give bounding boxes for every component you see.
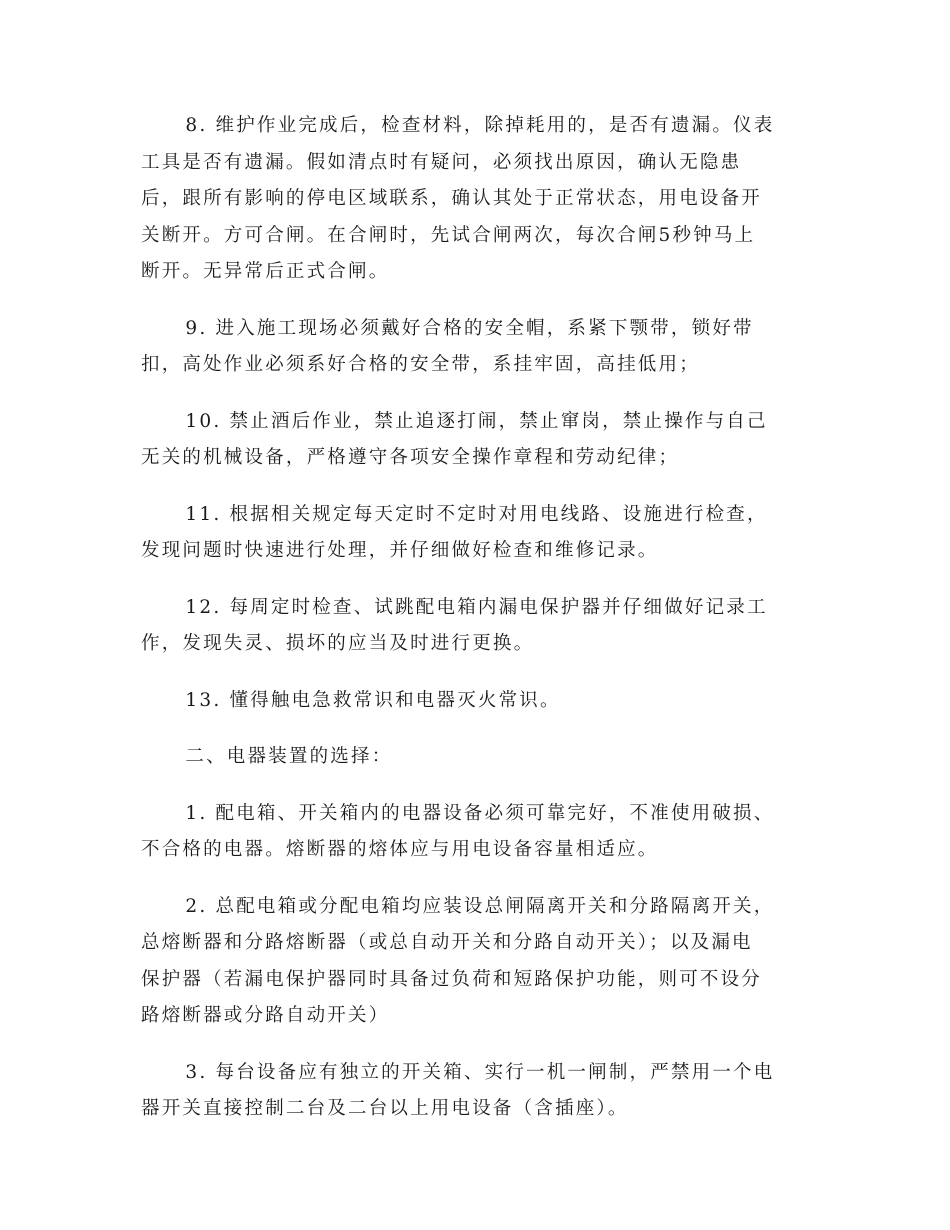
paragraph-item-13: 13. 懂得触电急救常识和电器灭火常识。 — [185, 689, 561, 711]
paragraph-item-s2-1: 1. 配电箱、开关箱内的电器设备必须可靠完好，不准使用破损、 不合格的电器。熔断器的熔体应与用电设备容量相适应。 — [141, 802, 775, 860]
section-heading-2: 二、电器装置的选择： — [185, 746, 393, 767]
paragraph-item-12: 12. 每周定时检查、试跳配电箱内漏电保护器并仔细做好记录工 作，发现失灵、损坏的应当及时进行更换。 — [141, 596, 768, 654]
paragraph-item-11: 11. 根据相关规定每天定时不定时对用电线路、设施进行检查， 发现问题时快速进行处理，并仔细做好检查和维修记录。 — [141, 503, 768, 561]
paragraph-item-10: 10. 禁止酒后作业，禁止追逐打闹，禁止窜岗，禁止操作与自己 无关的机械设备，严格遵守各项安全操作章程和劳动纪律； — [141, 410, 768, 468]
paragraph-item-s2-2: 2. 总配电箱或分配电箱均应装设总闸隔离开关和分路隔离开关， 总熔断器和分路熔断器（或总自动开关和分路自动开关）；以及漏电 保护器（若漏电保护器同时具备过负荷和短路保护功能，则可不设分 路熔断器或分路自动开关） — [141, 895, 775, 1026]
paragraph-item-8: 8. 维护作业完成后，检查材料，除掉耗用的，是否有遗漏。仪表 工具是否有遗漏。假如清点时有疑问，必须找出原因，确认无隐患 后，跟所有影响的停电区域联系，确认其处于正常状态，用电设备开 关断开。方可合闸。在合闸时，先试合闸两次，每次合闸5秒钟马上 断开。无异常后正式合闸。 — [141, 115, 775, 282]
paragraph-item-s2-3: 3. 每台设备应有独立的开关箱、实行一机一闸制，严禁用一个电 器开关直接控制二台及二台以上用电设备（含插座）。 — [141, 1061, 775, 1119]
document-page — [141, 108, 809, 1148]
paragraph-item-9: 9. 进入施工现场必须戴好合格的安全帽，系紧下颚带，锁好带 扣，高处作业必须系好合格的安全带，系挂牢固，高挂低用； — [141, 317, 754, 375]
